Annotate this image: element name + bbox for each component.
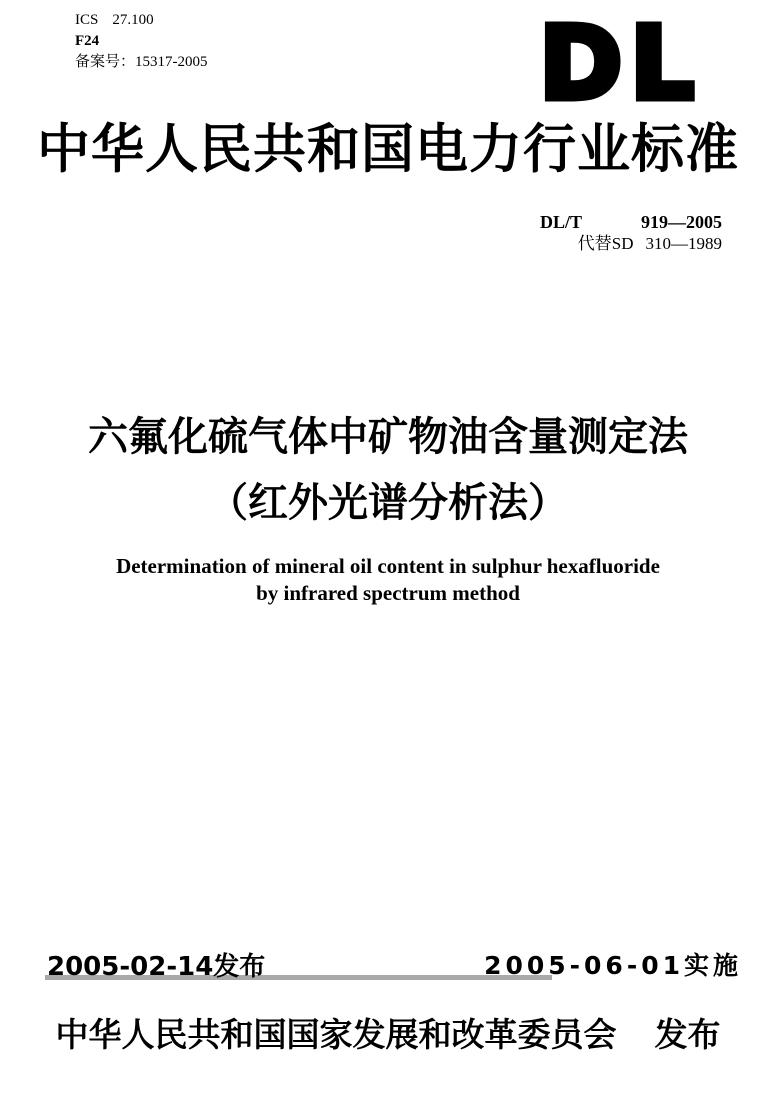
issue-date: 2005-02-14发布 bbox=[47, 952, 266, 982]
replaces-number: 310—1989 bbox=[645, 234, 722, 253]
ics-code bbox=[75, 10, 208, 31]
title-english bbox=[0, 553, 776, 607]
title-chinese-line2: （红外光谱分析法） bbox=[208, 480, 568, 526]
category-code: F24 bbox=[75, 33, 100, 49]
standard-code-label: DL/T bbox=[540, 212, 583, 232]
replaced-standard-row bbox=[540, 234, 722, 254]
implementation-date: 2005-06-01实施 bbox=[484, 951, 742, 980]
standard-heading: 中华人民共和国电力行业标准 bbox=[37, 121, 739, 179]
ics-value: 27.100 bbox=[112, 12, 154, 28]
standard-number-block bbox=[540, 212, 722, 254]
document-meta bbox=[75, 10, 208, 73]
title-english-line2: by infrared spectrum method bbox=[256, 581, 520, 605]
publisher-name: 中华人民共和国国家发展和改革委员会 bbox=[55, 1018, 617, 1054]
ics-label: ICS bbox=[75, 12, 99, 28]
date-footer bbox=[45, 946, 742, 986]
title-chinese-line1: 六氟化硫气体中矿物油含量测定法 bbox=[88, 414, 688, 460]
publisher-line bbox=[0, 1014, 776, 1058]
record-number: 备案号：15317-2005 bbox=[75, 54, 208, 70]
standard-code-row bbox=[540, 212, 722, 232]
title-english-line1: Determination of mineral oil content in sulphur hexafluoride bbox=[116, 554, 660, 578]
dl-logo: DL bbox=[539, 5, 702, 122]
publish-action: 发布 bbox=[654, 1018, 721, 1054]
replaces-label: 代替SD bbox=[577, 234, 634, 253]
standard-code-number: 919—2005 bbox=[641, 212, 722, 232]
title-chinese bbox=[0, 404, 776, 536]
